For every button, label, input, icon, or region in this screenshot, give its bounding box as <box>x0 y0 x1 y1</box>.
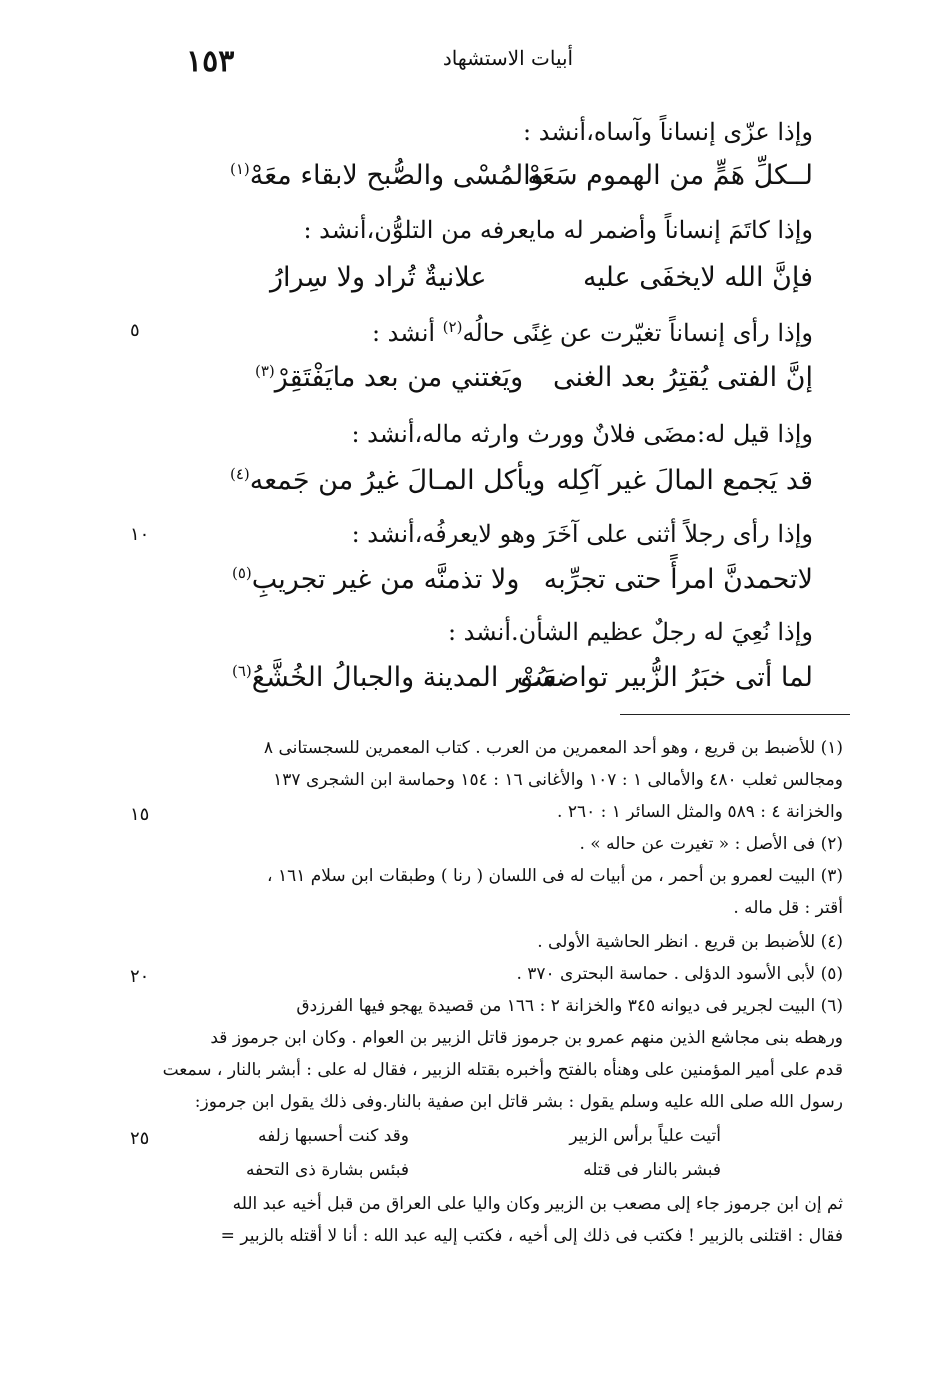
verse-second-hemistich <box>232 564 519 595</box>
verse-first-hemistich: لما أتى خبَرُ الزُّبير تواضعَتْ <box>516 662 813 693</box>
footnote-line: رسول الله صلى الله عليه وسلم يقول : بشر قاتل ابن صفية بالنار.وفى ذلك يقول ابن جرموز: <box>194 1092 843 1112</box>
footnote-verse-first: أتيت علياً برأس الزبير <box>569 1126 721 1146</box>
line-number: ١٥ <box>130 804 150 825</box>
prose-line <box>523 118 813 146</box>
prose-text: وإذا رأى رجلاً أثنى على آخَرَ وهو لايعرفُه،أنشد : <box>351 520 813 548</box>
footnote-line: فقال : اقتلنى بالزبير ! فكتب فى ذلك إلى أخيه ، فكتب إليه عبد الله : أنا لا أقتله بالزبير = <box>220 1226 843 1246</box>
line-number: ٢٥ <box>130 1128 150 1149</box>
footnote-verse-second: وقد كنت أحسبها زلفه <box>257 1126 409 1146</box>
prose-text: وإذا رأى إنساناً تغيّرت عن غِنًى حالُه <box>462 319 813 347</box>
footnote-line: ثم إن ابن جرموز جاء إلى مصعب بن الزبير وكان واليا على العراق من قبل أخيه عبد الله <box>232 1194 843 1214</box>
prose-text: وإذا كاتَمَ إنساناً وأضمر له مايعرفه من التلوُّن،أنشد : <box>303 216 813 244</box>
prose-text: وإذا قيل له:مضَى فلانٌ وورث وارثه ماله،أنشد : <box>351 420 813 448</box>
verse-first-hemistich: إنَّ الفتى يُقتِرُ بعد الغنى <box>552 362 813 393</box>
footnote-line: (٦) البيت لجرير فى ديوانه ٣٤٥ والخزانة ٢ : ١٦٦ من قصيدة يهجو فيها الفرزدق <box>296 996 843 1016</box>
footnote-line: أقتر : قل ماله . <box>733 898 843 918</box>
footnote-line: (٣) البيت لعمرو بن أحمر ، من أبيات له فى اللسان ( رنا ) وطبقات ابن سلام ١٦١ ، <box>267 866 843 886</box>
footnote-line: قدم على أمير المؤمنين على وهنأه بالفتح وأخبره بقتله الزبير ، فقال له على : أبشر بالنار ، سمعت <box>162 1060 843 1080</box>
verse-second-hemistich <box>255 362 523 393</box>
verse-second-text: ويأكل المـالَ غيرُ من جَمعه <box>249 465 546 496</box>
verse-second-hemistich <box>232 662 557 693</box>
prose-line <box>303 216 813 244</box>
prose-text-tail: أنشد : <box>371 319 443 347</box>
footnote-ref: (٦) <box>232 662 252 680</box>
prose-text: وإذا عزّى إنساناً وآساه،أنشد : <box>523 118 813 146</box>
footnote-line: والخزانة ٤ : ٥٨٩ والمثل السائر ١ : ٢٦٠ . <box>557 802 843 822</box>
footnote-verse-first: فبشر بالنار فى قتله <box>583 1160 721 1180</box>
footnote-ref: (٥) <box>232 564 252 582</box>
footnote-line: (٥) لأبى الأسود الدؤلى . حماسة البحترى ٣٧٠ . <box>516 964 843 984</box>
verse-first-hemistich: قد يَجمع المالَ غير آكِله <box>556 465 813 496</box>
prose-text: وإذا نُعِيَ له رجلٌ عظيم الشأن.أنشد : <box>447 618 813 646</box>
verse-second-text: ويَغتني من بعد مايَفْتَقِرْ <box>274 362 524 393</box>
footnote-verse-second: فبئس بشارة ذى التحفه <box>245 1160 409 1180</box>
verse-second-text: ولا تذمنَّه من غير تجريبِ <box>251 564 520 595</box>
footnote-line: (٢) فى الأصل : « تغيرت عن حاله » . <box>579 834 843 854</box>
prose-line <box>448 618 813 646</box>
footnote-ref: (٣) <box>255 362 275 380</box>
prose-line <box>352 520 813 548</box>
footnote-ref: (٤) <box>230 465 250 483</box>
page-number: ١٥٣ <box>186 44 235 79</box>
verse-second-hemistich <box>230 465 545 496</box>
running-title: أبيات الاستشهاد <box>442 46 574 70</box>
verse-first-hemistich: فإنَّ الله لايخفَى عليه <box>582 262 813 293</box>
prose-line <box>351 420 813 448</box>
footnote-ref: (١) <box>230 160 250 178</box>
line-number: ١٠ <box>130 524 150 545</box>
verse-second-text: والمُسْى والصُّبح لابقاء معَهْ <box>249 160 544 191</box>
footnote-ref: (٢) <box>442 318 463 336</box>
verse-first-hemistich: لاتحمدنَّ امرأً حتى تجرِّبه <box>543 564 813 595</box>
footnote-line: (١) للأضبط بن قريع ، وهو أحد المعمرين من العرب . كتاب المعمرين للسجستانى ٨ <box>263 738 843 758</box>
footnote-line: (٤) للأضبط بن قريع . انظر الحاشية الأولى . <box>537 932 843 952</box>
verse-first-hemistich: لــكلِّ هَمٍّ من الهموم سَعَهْ <box>527 160 813 191</box>
footnote-line: ومجالس ثعلب ٤٨٠ والأمالى ١ : ١٠٧ والأغانى ١٦ : ١٥٤ وحماسة ابن الشجرى ١٣٧ <box>273 770 843 790</box>
prose-line <box>372 318 813 347</box>
footnote-line: ورهطه بنى مجاشع الذين منهم عمرو بن جرموز قاتل الزبير بن العوام . وكان ابن جرموز قد <box>210 1028 843 1048</box>
line-number: ٢٠ <box>130 966 150 987</box>
verse-second-hemistich <box>230 160 544 191</box>
line-number: ٥ <box>130 320 140 341</box>
verse-second-hemistich: علانيةٌ تُراد ولا سِرارُ <box>270 262 487 293</box>
footnote-separator <box>620 714 850 715</box>
verse-second-text: سُور المدينة والجبالُ الخُشَّعُ <box>251 662 557 693</box>
